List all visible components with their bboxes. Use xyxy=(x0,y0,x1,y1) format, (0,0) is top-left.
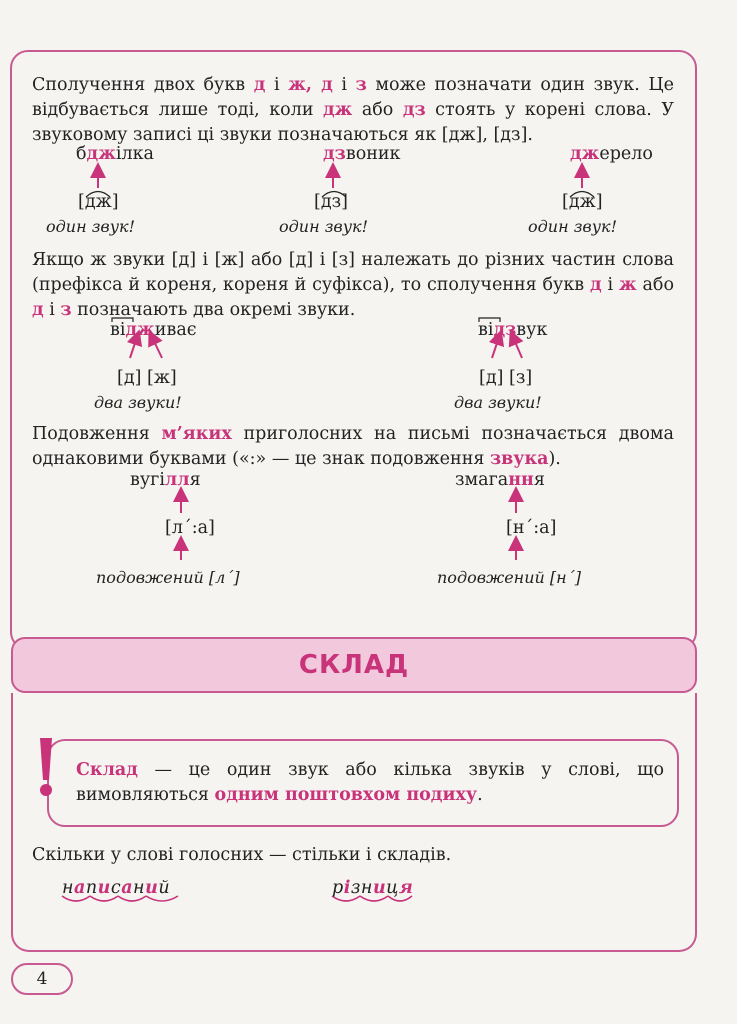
example-word: відживає xyxy=(110,320,197,340)
transcription: [дж] xyxy=(78,192,119,212)
syllable-letter: п xyxy=(85,878,98,898)
caption: один звук! xyxy=(46,217,136,236)
syllable-letter: а xyxy=(74,878,86,898)
syllable-letter: с xyxy=(110,878,122,898)
example-word: бджілка xyxy=(76,144,154,164)
syllable-letter: и xyxy=(372,878,387,898)
caption: два звуки! xyxy=(454,393,542,412)
caption: один звук! xyxy=(528,217,618,236)
example-word: джерело xyxy=(570,144,653,164)
definition-text: Склад — це один звук або кілька звуків у слові, що вимовляються одним поштовхом подиху. xyxy=(76,760,664,805)
example-word: відзвук xyxy=(478,320,548,340)
syllable-letter: я xyxy=(398,878,414,898)
syllable-letter: н xyxy=(62,878,75,898)
paragraph-two-sounds: Якщо ж звуки [д] і [ж] або [д] і [з] належать до різних частин слова (префікса й кореня, кореня й суфікса), то сполучення букв д і ж або д і з позначають два окремі звуки. xyxy=(32,250,674,320)
syllable-letter: и xyxy=(97,878,111,898)
paragraph-lengthening: Подовження м’яких приголосних на письмі позначається двома однаковими буквами («:» — це знак подовження звука). xyxy=(32,424,674,469)
syllable-example xyxy=(62,878,170,898)
caption: два звуки! xyxy=(94,393,182,412)
example-word: вугілля xyxy=(130,470,201,490)
syllable-letter: н xyxy=(360,878,373,898)
syllable-letter: н xyxy=(133,878,146,898)
section-banner xyxy=(11,637,697,693)
page-number: 4 xyxy=(11,963,73,995)
example-word: змагання xyxy=(455,470,545,490)
syllable-letter: з xyxy=(350,878,361,898)
syllable-letter: і xyxy=(343,878,351,898)
transcription: [д] [з] xyxy=(479,368,533,388)
syllable-rule: Скільки у слові голосних — стільки і складів. xyxy=(32,845,452,865)
syllable-letter: ц xyxy=(386,878,399,898)
paragraph-affricates: Сполучення двох букв д і ж, д і з може позначати один звук. Це відбувається лише тоді, коли дж або дз стоять у корені слова. У звуковому записі ці звуки позначаються як [дж], [дз]. xyxy=(32,75,674,145)
transcription: [дз] xyxy=(314,192,348,212)
transcription: [л´:а] xyxy=(165,518,215,538)
caption: подовжений [л´] xyxy=(96,568,240,587)
syllable-letter: р xyxy=(332,878,344,898)
syllable-example xyxy=(332,878,413,898)
syllable-letter: и xyxy=(145,878,159,898)
transcription: [н´:а] xyxy=(506,518,557,538)
caption: подовжений [н´] xyxy=(437,568,581,587)
transcription: [дж] xyxy=(562,192,603,212)
transcription: [д] [ж] xyxy=(117,368,177,388)
syllable-letter: а xyxy=(121,878,134,898)
exclamation-icon xyxy=(34,736,58,798)
section-title: СКЛАД xyxy=(298,650,410,680)
syllable-letter: й xyxy=(158,878,171,898)
caption: один звук! xyxy=(279,217,369,236)
example-word: дзвоник xyxy=(323,144,401,164)
